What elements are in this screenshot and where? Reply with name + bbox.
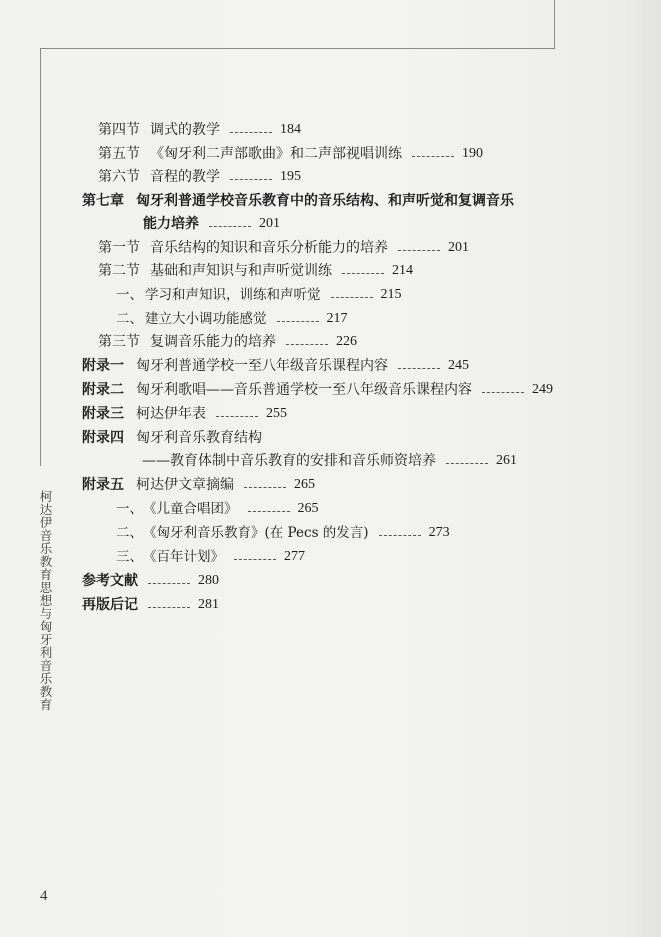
toc-page: 201	[259, 216, 280, 231]
toc-title: 《匈牙利二声部歌曲》和二声部视唱训练	[150, 146, 402, 162]
toc-page: 195	[280, 169, 301, 184]
toc-title: 音乐结构的知识和音乐分析能力的培养	[150, 240, 388, 256]
toc-title: 柯达伊文章摘编	[136, 477, 234, 493]
dot-leader	[482, 392, 524, 393]
toc-label: 附录一	[82, 358, 124, 374]
toc-page: 261	[496, 453, 517, 468]
dot-leader	[148, 583, 190, 584]
toc-label: 附录四	[82, 430, 124, 446]
toc-label: 一、	[116, 501, 143, 517]
dot-leader	[342, 273, 384, 274]
toc-label: 一、	[116, 287, 143, 303]
toc-entry[interactable]	[98, 121, 301, 139]
toc-subentry[interactable]	[116, 310, 348, 328]
toc-title: 复调音乐能力的培养	[150, 334, 276, 350]
toc-page: 214	[392, 263, 413, 278]
left-rule	[40, 48, 41, 466]
toc-label: 第一节	[98, 240, 140, 256]
toc-appendix-entry[interactable]	[82, 381, 553, 399]
toc-title-cont: ——教育体制中音乐教育的安排和音乐师资培养	[142, 453, 436, 469]
toc-title: 匈牙利普通学校音乐教育中的音乐结构、和声听觉和复调音乐	[136, 193, 514, 209]
dot-leader	[216, 416, 258, 417]
toc-entry[interactable]	[98, 239, 469, 257]
toc-appendix-entry[interactable]	[82, 405, 287, 423]
toc-entry[interactable]	[98, 262, 413, 280]
toc-chapter-entry[interactable]	[82, 192, 514, 210]
toc-title: 《匈牙利音乐教育》(在 Pecs 的发言)	[143, 525, 369, 541]
toc-label: 附录五	[82, 477, 124, 493]
toc-entry[interactable]	[98, 333, 357, 351]
dot-leader	[412, 156, 454, 157]
toc-page: 215	[380, 287, 402, 302]
toc-page: 265	[294, 477, 315, 492]
toc-appendix-entry[interactable]	[82, 429, 262, 447]
dot-leader	[209, 226, 251, 227]
toc-subentry[interactable]	[116, 286, 402, 304]
toc-label: 参考文献	[82, 573, 138, 589]
toc-appendix-entry[interactable]	[82, 476, 315, 494]
toc-title: 《百年计划》	[143, 549, 224, 565]
toc-label: 附录三	[82, 406, 124, 422]
dot-leader	[244, 487, 286, 488]
toc-entry[interactable]	[98, 168, 301, 186]
toc-afterword-entry[interactable]	[82, 596, 219, 614]
toc-page: 277	[284, 549, 305, 564]
toc-page: 184	[280, 122, 301, 137]
toc-label: 第二节	[98, 263, 140, 279]
toc-page: 265	[297, 501, 319, 516]
toc-title: 匈牙利歌唱——音乐普通学校一至八年级音乐课程内容	[136, 382, 472, 398]
toc-appendix-entry-cont[interactable]	[142, 452, 517, 470]
toc-label: 第五节	[98, 146, 140, 162]
toc-title: 学习和声知识，训练和声听觉	[145, 287, 321, 303]
toc-label: 第四节	[98, 122, 140, 138]
toc-appendix-entry[interactable]	[82, 357, 469, 375]
page-edge-shadow	[623, 0, 661, 937]
toc-title: 调式的教学	[150, 122, 220, 138]
toc-label: 三、	[116, 549, 143, 565]
toc-title: 匈牙利普通学校一至八年级音乐课程内容	[136, 358, 388, 374]
toc-label: 再版后记	[82, 597, 138, 613]
toc-references-entry[interactable]	[82, 572, 219, 590]
toc-entry[interactable]	[98, 145, 483, 163]
dot-leader	[331, 297, 373, 298]
toc-page: 190	[462, 146, 483, 161]
dot-leader	[286, 344, 328, 345]
dot-leader	[148, 607, 190, 608]
toc-title-cont: 能力培养	[143, 216, 199, 232]
dot-leader	[234, 559, 276, 560]
top-rule-vertical	[554, 0, 555, 49]
toc-page: 217	[326, 311, 348, 326]
toc-page: 280	[198, 573, 219, 588]
dot-leader	[379, 535, 421, 536]
toc-label: 二、	[116, 311, 143, 327]
dot-leader	[230, 179, 272, 180]
toc-subentry[interactable]	[116, 524, 450, 542]
toc-chapter-entry-cont[interactable]	[143, 215, 280, 233]
toc-page: 255	[266, 406, 287, 421]
dot-leader	[398, 368, 440, 369]
toc-page: 281	[198, 597, 219, 612]
top-rule	[40, 48, 555, 49]
page-number: 4	[40, 888, 48, 904]
dot-leader	[248, 511, 290, 512]
dot-leader	[446, 463, 488, 464]
side-book-title: 柯达伊音乐教育思想与匈牙利音乐教育	[38, 490, 53, 711]
dot-leader	[277, 321, 319, 322]
toc-page: 226	[336, 334, 357, 349]
toc-label: 第六节	[98, 169, 140, 185]
toc-page: 249	[532, 382, 553, 397]
toc-subentry[interactable]	[116, 548, 305, 566]
toc-title: 匈牙利音乐教育结构	[136, 430, 262, 446]
toc-page: 245	[448, 358, 469, 373]
toc-title: 音程的教学	[150, 169, 220, 185]
toc-label: 附录二	[82, 382, 124, 398]
toc-title: 《儿童合唱团》	[143, 501, 238, 517]
toc-label: 第三节	[98, 334, 140, 350]
dot-leader	[230, 132, 272, 133]
dot-leader	[398, 250, 440, 251]
toc-title: 柯达伊年表	[136, 406, 206, 422]
toc-title: 建立大小调功能感觉	[145, 311, 267, 327]
toc-label: 第七章	[82, 193, 124, 209]
toc-page: 201	[448, 240, 469, 255]
toc-subentry[interactable]	[116, 500, 319, 518]
toc-title: 基础和声知识与和声听觉训练	[150, 263, 332, 279]
toc-label: 二、	[116, 525, 143, 541]
toc-page: 273	[428, 525, 450, 540]
